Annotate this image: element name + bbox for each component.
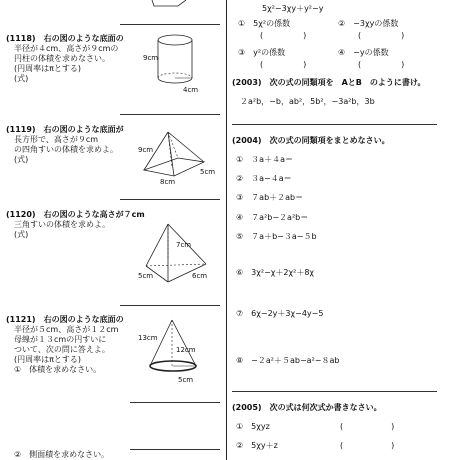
problem-1118-line-2: 半径が４cm、高さが９cmの [6,44,119,53]
problem-2004-title: (2004) 次の式の同類項をまとめなさい。 [232,136,390,145]
problem-1121-line-6: ① 体積を求めなさい。 [6,365,102,374]
problem-1119-line-3: の四角すいの体積を求めよ。 [6,145,118,154]
square-pyramid-figure [140,130,220,185]
problem-1118 [6,34,124,84]
cylinder-figure [145,32,215,102]
coefficient-a4: ( ) [358,60,405,69]
answer-line-1118 [120,114,220,115]
column-divider [226,0,227,460]
problem-2005-title: (2005) 次の式は何次式か書きなさい。 [232,403,382,412]
coefficient-a3: ( ) [260,60,307,69]
problem-2004-item-1: ① ３a＋４a＝ [236,155,293,164]
answer-line-1120 [120,305,220,306]
problem-1119 [6,125,124,165]
problem-1121 [6,315,124,375]
problem-2004-item-5: ⑤ ７a＋b−３a−５b [236,232,317,241]
tri-pyramid-height-label: 7cm [176,241,192,249]
answer-line-1119 [120,199,220,200]
cone-figure [140,318,220,388]
problem-1119-line-2: 長方形で、高さが９cm [6,135,99,144]
problem-1121-q2: ② 側面積を求めなさい。 [6,450,110,459]
problem-1118-line-5: (式) [6,74,29,83]
problem-1119-line-1: (1119) 右の図のような底面が [6,125,124,134]
pyramid-width-label: 5cm [200,168,216,176]
problem-1121-line-4: ついて、次の問に答えよ。 [6,345,110,354]
problem-2004-item-7: ⑦ 6χ−2y＋3χ−4y−5 [236,309,324,318]
tri-pyramid-side-b-label: 6cm [192,272,208,280]
problem-1121-line-1: (1121) 右の図のような底面の [6,315,124,324]
problem-1120-line-3: (式) [6,230,29,239]
problem-1118-line-3: 円柱の体積を求めなさい。 [6,54,110,63]
pyramid-height-label: 9cm [138,146,154,154]
problem-2004-item-3: ③ ７ab＋２ab＝ [236,193,304,202]
pyramid-length-label: 8cm [160,178,176,186]
tri-pyramid-side-a-label: 5cm [138,272,154,280]
cone-slant-label: 13cm [138,334,158,342]
answer-line-1121-1 [130,402,220,403]
coefficient-q3: ③ y²の係数 [238,48,286,57]
problem-1121-line-3: 母線が１３cmの円すいに [6,335,107,344]
coefficient-q1: ① 5χ²の係数 [238,19,291,28]
cone-radius-label: 5cm [178,376,194,384]
problem-2005-answer-1: ( ) [340,422,395,431]
problem-1118-line-1: (1118) 右の図のような底面の [6,34,124,43]
answer-line-2004 [232,391,437,392]
problem-1120-line-2: 三角すいの体積を求めよ。 [6,220,110,229]
coefficient-q4: ④ −yの係数 [338,48,389,57]
problem-2005-item-1: ① 5χyz [236,422,270,431]
top-answer-line [120,24,220,25]
problem-1119-line-4: (式) [6,155,29,164]
answer-line-2003 [232,124,437,125]
problem-1120-line-1: (1120) 右の図のような高さが７cm [6,210,145,219]
problem-2005-item-2: ② 5χy＋z [236,441,278,450]
problem-2003-title: (2003) 次の式の同類項を AとB のように書け。 [232,78,426,87]
cylinder-height-label: 9cm [143,54,159,62]
answer-line-1121-2 [130,449,220,450]
coefficient-q2: ② −3χyの係数 [338,19,399,28]
problem-1121-line-5: (円周率はπとする) [6,355,82,364]
problem-2004-item-2: ② ３a−４a＝ [236,174,292,183]
problem-1118-line-4: (円周率はπとする) [6,64,82,73]
problem-2003-expression: ２a²b，−b，ab²，5b²，−3a²b，3b [240,97,375,106]
coefficient-a1: ( ) [260,31,307,40]
problem-2004-item-8: ⑧ −２a²＋５ab−a²−８ab [236,356,340,365]
coefficient-a2: ( ) [358,31,405,40]
box-figure-partial [150,0,190,8]
problem-2004-item-4: ④ ７a²b−２a²b＝ [236,213,309,222]
triangular-pyramid-figure [138,222,218,288]
problem-2005-answer-2: ( ) [340,441,395,450]
problem-1120 [6,210,145,240]
problem-2004-item-6: ⑥ 3χ²−χ＋2χ²＋8χ [236,268,315,277]
coefficient-expression: 5χ²−3χy＋y²−y [262,4,324,13]
cone-height-label: 12cm [176,346,196,354]
cylinder-radius-label: 4cm [183,86,199,94]
problem-1121-line-2: 半径が５cm、高さが１２cm [6,325,119,334]
